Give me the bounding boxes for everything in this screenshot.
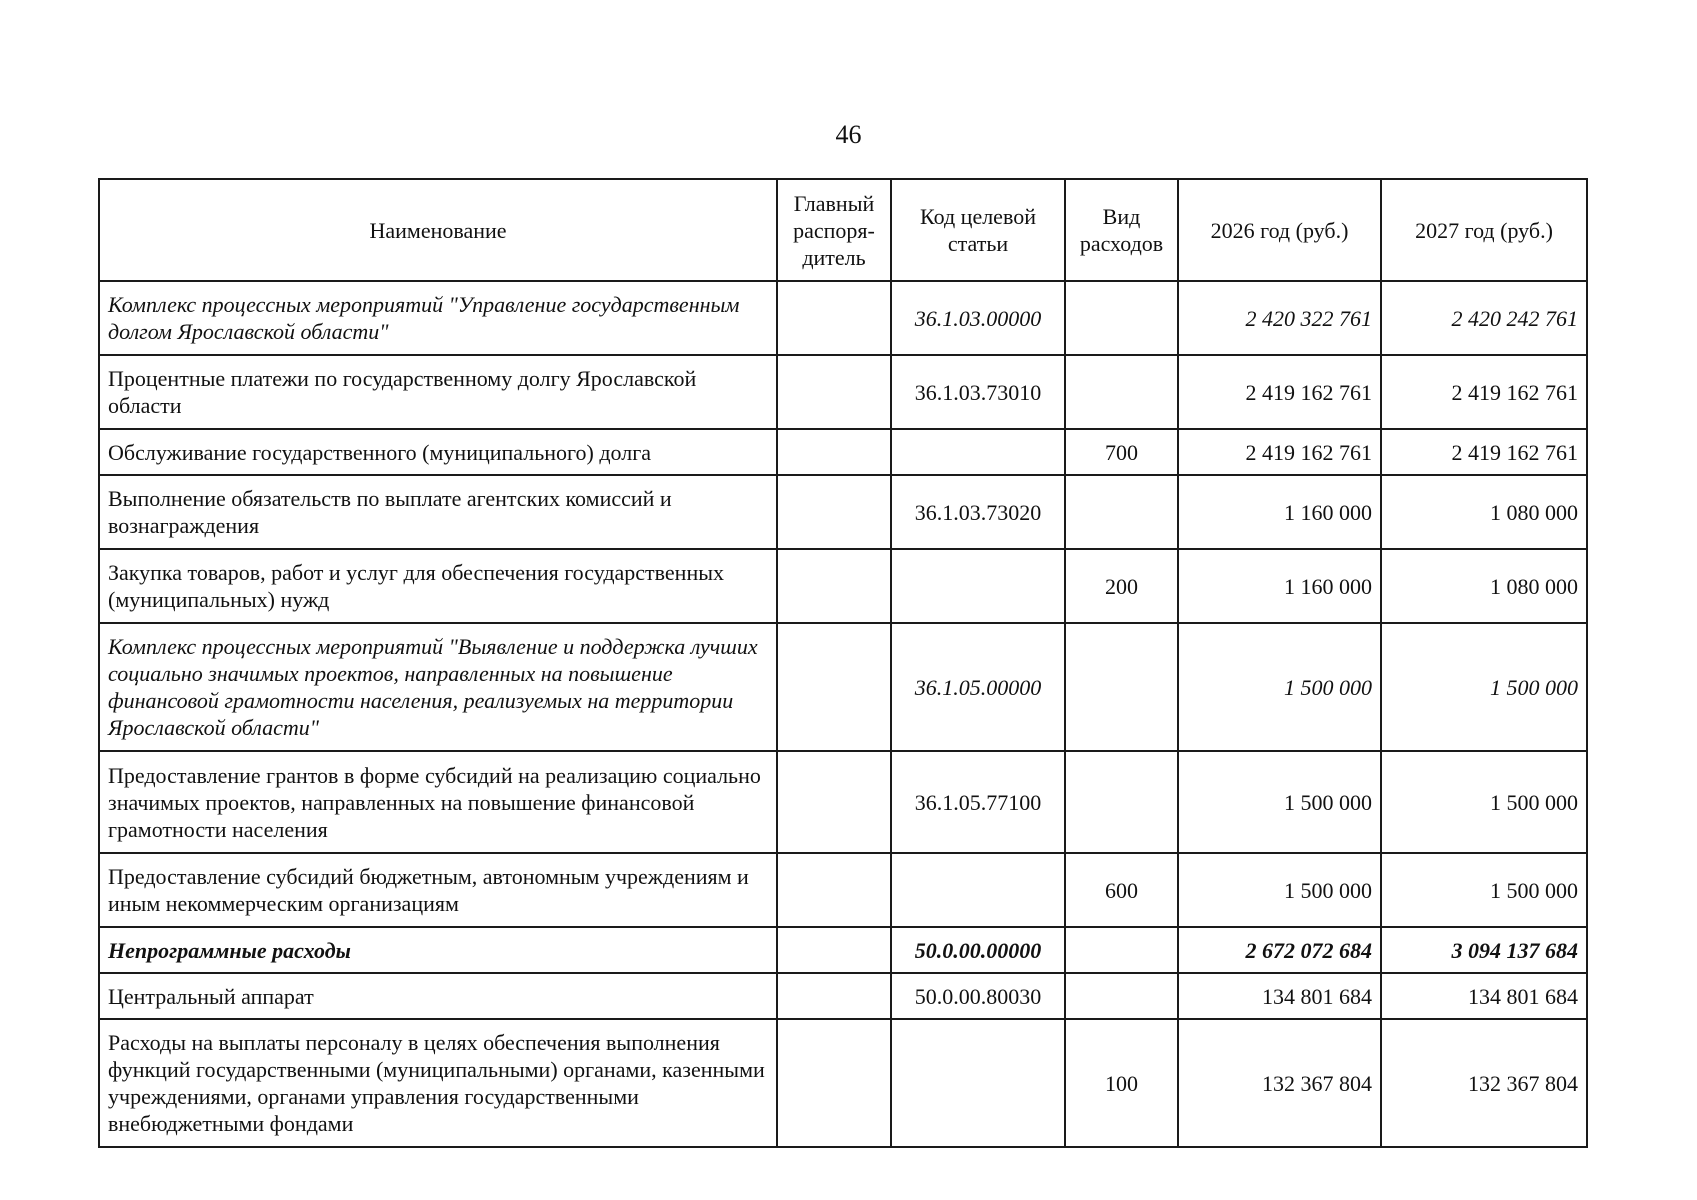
- header-target-code: Код целевой статьи: [891, 179, 1065, 281]
- cell-year-2026: 134 801 684: [1178, 973, 1381, 1019]
- cell-main-manager: [777, 751, 891, 853]
- cell-target-code: [891, 429, 1065, 475]
- table-row: [99, 1019, 1587, 1147]
- cell-name: Комплекс процессных мероприятий "Управление государственным долгом Ярославской области": [99, 281, 777, 355]
- header-name: Наименование: [99, 179, 777, 281]
- cell-main-manager: [777, 429, 891, 475]
- budget-table: [98, 178, 1588, 1148]
- cell-expense-type: 200: [1065, 549, 1178, 623]
- cell-year-2027: 1 080 000: [1381, 475, 1587, 549]
- table-row: [99, 853, 1587, 927]
- table-header-row: [99, 179, 1587, 281]
- cell-target-code: 36.1.03.73020: [891, 475, 1065, 549]
- cell-main-manager: [777, 281, 891, 355]
- cell-expense-type: [1065, 281, 1178, 355]
- cell-year-2027: 1 500 000: [1381, 751, 1587, 853]
- cell-expense-type: 700: [1065, 429, 1178, 475]
- header-expense-type: Вид расходов: [1065, 179, 1178, 281]
- cell-name: Обслуживание государственного (муниципального) долга: [99, 429, 777, 475]
- cell-main-manager: [777, 927, 891, 973]
- header-year-2026: 2026 год (руб.): [1178, 179, 1381, 281]
- cell-name: Комплекс процессных мероприятий "Выявление и поддержка лучших социально значимых проектов, направленных на повышение финансовой грамотности населения, реализуемых на территории Ярославской области": [99, 623, 777, 751]
- cell-main-manager: [777, 853, 891, 927]
- cell-year-2026: 1 500 000: [1178, 751, 1381, 853]
- table-row: [99, 623, 1587, 751]
- page-number: 46: [835, 120, 862, 149]
- table-row: [99, 429, 1587, 475]
- cell-name: Расходы на выплаты персоналу в целях обеспечения выполнения функций государственными (муниципальными) органами, казенными учреждениями, органами управления государственными внебюджетными фондами: [99, 1019, 777, 1147]
- table-row: [99, 475, 1587, 549]
- table-row: [99, 751, 1587, 853]
- cell-year-2027: 132 367 804: [1381, 1019, 1587, 1147]
- cell-year-2027: 134 801 684: [1381, 973, 1587, 1019]
- cell-name: Процентные платежи по государственному долгу Ярославской области: [99, 355, 777, 429]
- cell-year-2026: 132 367 804: [1178, 1019, 1381, 1147]
- cell-target-code: 50.0.00.00000: [891, 927, 1065, 973]
- cell-expense-type: 600: [1065, 853, 1178, 927]
- cell-target-code: 36.1.03.73010: [891, 355, 1065, 429]
- cell-year-2026: 1 160 000: [1178, 549, 1381, 623]
- cell-year-2026: 2 419 162 761: [1178, 429, 1381, 475]
- cell-year-2026: 1 500 000: [1178, 623, 1381, 751]
- cell-main-manager: [777, 1019, 891, 1147]
- cell-year-2027: 2 420 242 761: [1381, 281, 1587, 355]
- cell-main-manager: [777, 355, 891, 429]
- cell-name: Центральный аппарат: [99, 973, 777, 1019]
- cell-expense-type: [1065, 475, 1178, 549]
- cell-expense-type: 100: [1065, 1019, 1178, 1147]
- table-body: [99, 281, 1587, 1147]
- cell-name: Непрограммные расходы: [99, 927, 777, 973]
- cell-main-manager: [777, 549, 891, 623]
- cell-expense-type: [1065, 355, 1178, 429]
- cell-main-manager: [777, 623, 891, 751]
- cell-year-2027: 1 500 000: [1381, 623, 1587, 751]
- header-main-manager: Главный распоря-дитель: [777, 179, 891, 281]
- cell-expense-type: [1065, 623, 1178, 751]
- cell-target-code: 50.0.00.80030: [891, 973, 1065, 1019]
- cell-year-2027: 1 500 000: [1381, 853, 1587, 927]
- cell-year-2026: 1 500 000: [1178, 853, 1381, 927]
- table-row: [99, 355, 1587, 429]
- table-row: [99, 973, 1587, 1019]
- cell-main-manager: [777, 973, 891, 1019]
- header-year-2027: 2027 год (руб.): [1381, 179, 1587, 281]
- cell-year-2027: 2 419 162 761: [1381, 355, 1587, 429]
- cell-target-code: [891, 853, 1065, 927]
- table-row: [99, 549, 1587, 623]
- cell-target-code: 36.1.03.00000: [891, 281, 1065, 355]
- cell-expense-type: [1065, 973, 1178, 1019]
- cell-target-code: 36.1.05.77100: [891, 751, 1065, 853]
- cell-target-code: [891, 549, 1065, 623]
- cell-main-manager: [777, 475, 891, 549]
- cell-year-2027: 2 419 162 761: [1381, 429, 1587, 475]
- cell-year-2026: 2 420 322 761: [1178, 281, 1381, 355]
- cell-name: Выполнение обязательств по выплате агентских комиссий и вознаграждения: [99, 475, 777, 549]
- cell-name: Закупка товаров, работ и услуг для обеспечения государственных (муниципальных) нужд: [99, 549, 777, 623]
- cell-name: Предоставление грантов в форме субсидий на реализацию социально значимых проектов, направленных на повышение финансовой грамотности населения: [99, 751, 777, 853]
- table-row: [99, 281, 1587, 355]
- cell-target-code: [891, 1019, 1065, 1147]
- cell-expense-type: [1065, 927, 1178, 973]
- cell-year-2027: 1 080 000: [1381, 549, 1587, 623]
- cell-year-2027: 3 094 137 684: [1381, 927, 1587, 973]
- cell-year-2026: 1 160 000: [1178, 475, 1381, 549]
- cell-name: Предоставление субсидий бюджетным, автономным учреждениям и иным некоммерческим организациям: [99, 853, 777, 927]
- cell-expense-type: [1065, 751, 1178, 853]
- table-row: [99, 927, 1587, 973]
- cell-year-2026: 2 672 072 684: [1178, 927, 1381, 973]
- cell-year-2026: 2 419 162 761: [1178, 355, 1381, 429]
- cell-target-code: 36.1.05.00000: [891, 623, 1065, 751]
